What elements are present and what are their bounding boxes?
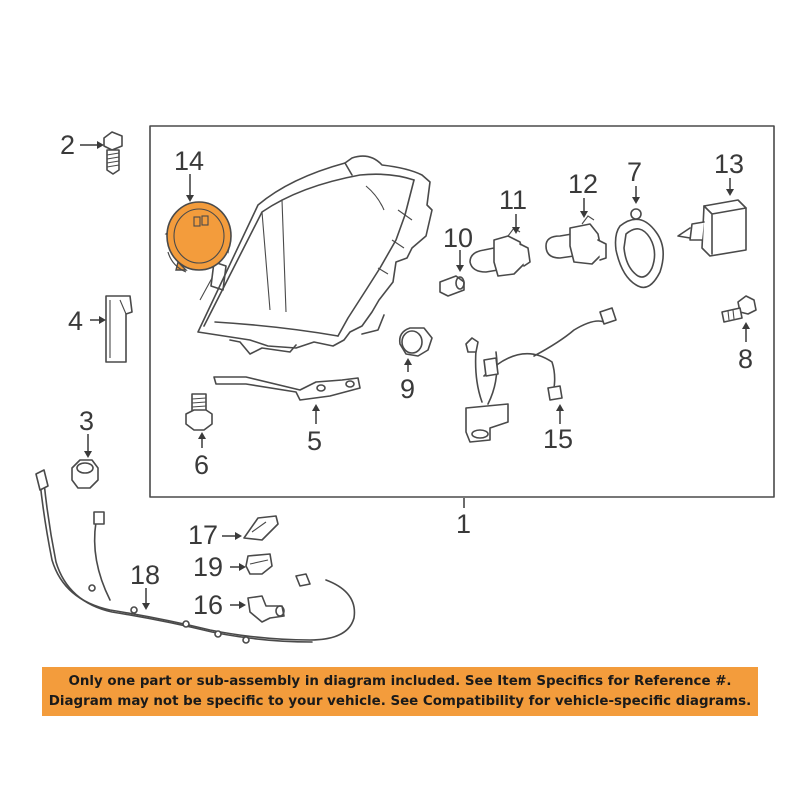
callout-17: 17 bbox=[188, 520, 219, 550]
callout-9: 9 bbox=[400, 374, 416, 404]
callout-18: 18 bbox=[130, 560, 161, 590]
callout-6: 6 bbox=[194, 450, 210, 480]
part-8-bolt bbox=[722, 296, 756, 322]
callout-2: 2 bbox=[60, 130, 76, 160]
headlamp-housing bbox=[198, 156, 432, 354]
part-4-bracket bbox=[106, 296, 132, 362]
callout-1: 1 bbox=[456, 509, 472, 539]
part-13-bulb bbox=[678, 200, 746, 256]
callout-7: 7 bbox=[627, 157, 643, 187]
part-16-socket bbox=[248, 596, 284, 622]
assembly-box bbox=[150, 126, 774, 497]
callout-13: 13 bbox=[714, 149, 745, 179]
callout-3: 3 bbox=[79, 406, 95, 436]
part-7-seal bbox=[616, 209, 664, 287]
callout-19: 19 bbox=[193, 552, 224, 582]
part-14-cap bbox=[166, 202, 231, 272]
callout-5: 5 bbox=[307, 426, 323, 456]
disclaimer-line-1: Only one part or sub-assembly in diagram included. See Item Specifics for Reference #. bbox=[68, 674, 732, 689]
part-5-bracket bbox=[214, 377, 360, 400]
part-15-harness bbox=[466, 308, 616, 442]
part-6-bolt bbox=[186, 394, 212, 430]
part-3-nut bbox=[72, 460, 98, 488]
part-9-socket bbox=[400, 328, 432, 356]
callout-12: 12 bbox=[568, 169, 599, 199]
part-17-clip bbox=[244, 516, 278, 540]
part-19-clip bbox=[246, 554, 272, 574]
callout-15: 15 bbox=[543, 424, 574, 454]
disclaimer-banner bbox=[42, 667, 758, 716]
disclaimer-line-2: Diagram may not be specific to your vehicle. See Compatibility for vehicle-specific diagrams. bbox=[48, 694, 752, 709]
callout-14: 14 bbox=[174, 146, 205, 176]
part-11-bulb bbox=[470, 228, 530, 276]
callout-11: 11 bbox=[499, 185, 528, 215]
callout-16: 16 bbox=[193, 590, 224, 620]
part-10-bulb bbox=[440, 276, 464, 296]
part-12-bulb bbox=[546, 216, 606, 264]
callout-4: 4 bbox=[68, 306, 84, 336]
callout-10: 10 bbox=[443, 223, 474, 253]
callout-8: 8 bbox=[738, 344, 754, 374]
part-2-bolt bbox=[104, 132, 122, 174]
